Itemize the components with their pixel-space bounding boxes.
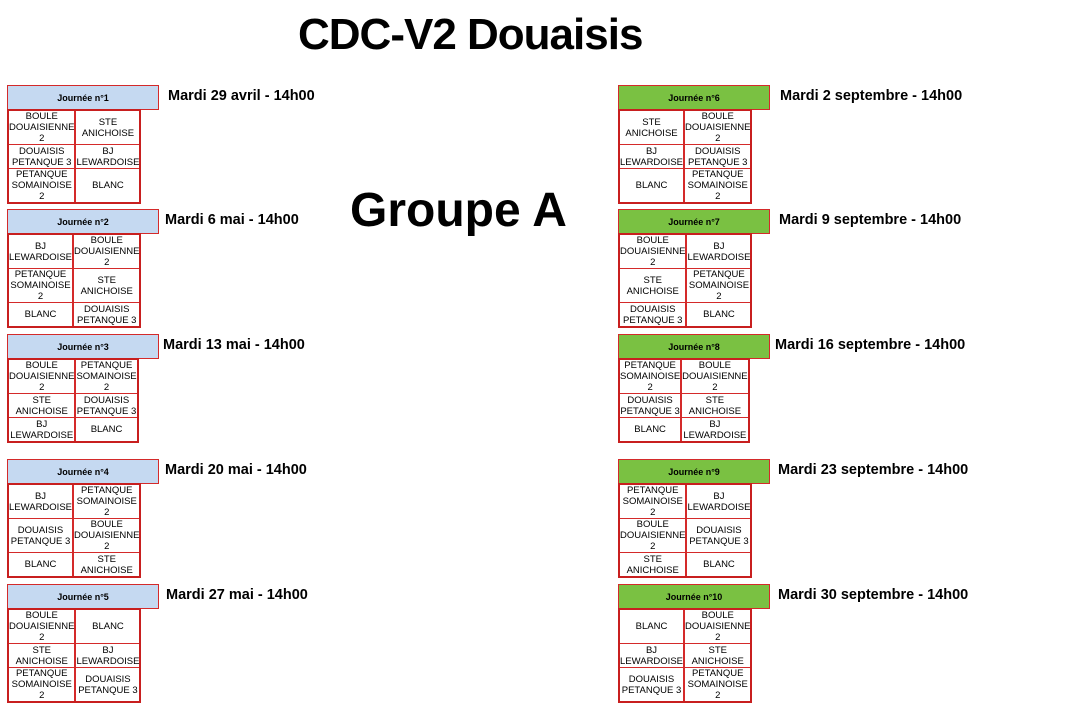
page-title: CDC-V2 Douaisis	[298, 10, 643, 59]
round-label: Journée n°4	[7, 459, 159, 484]
away-team: DOUAISIS PETANQUE 3	[76, 668, 141, 703]
away-team: STE ANICHOISE	[76, 110, 141, 145]
away-team: BLANC	[76, 609, 141, 644]
match-row	[619, 418, 749, 443]
match-row	[619, 234, 751, 269]
match-row	[8, 145, 140, 169]
round-label: Journée n°1	[7, 85, 159, 110]
away-team: BOULE DOUAISIENNE 2	[685, 111, 751, 144]
away-team: BJ LEWARDOISE	[687, 234, 752, 269]
away-team: PETANQUE SOMAINOISE 2	[685, 169, 752, 204]
round-date: Mardi 9 septembre - 14h00	[779, 212, 962, 228]
home-team: BLANC	[8, 303, 73, 328]
match-row	[619, 169, 751, 204]
away-team: STE ANICHOISE	[685, 644, 752, 668]
home-team: PETANQUE SOMAINOISE 2	[8, 169, 75, 204]
group-title: Groupe A	[350, 184, 567, 237]
match-row	[619, 484, 751, 519]
home-team: BLANC	[8, 553, 73, 578]
match-row	[8, 110, 140, 145]
home-team: BJ LEWARDOISE	[620, 644, 683, 667]
match-row	[619, 110, 751, 145]
round-date: Mardi 6 mai - 14h00	[165, 212, 299, 228]
away-team: BJ LEWARDOISE	[687, 484, 752, 519]
home-team: BLANC	[619, 609, 684, 644]
round-label: Journée n°9	[618, 459, 770, 484]
away-team: DOUAISIS PETANQUE 3	[685, 145, 752, 169]
home-team: STE ANICHOISE	[619, 110, 684, 145]
home-team: STE ANICHOISE	[8, 644, 75, 668]
home-team: BOULE DOUAISIENNE 2	[9, 360, 75, 393]
round-date: Mardi 29 avril - 14h00	[168, 88, 315, 104]
match-row	[8, 418, 138, 443]
away-team: BLANC	[76, 169, 141, 204]
home-team: DOUAISIS PETANQUE 3	[619, 668, 684, 703]
round-label: Journée n°10	[618, 584, 770, 609]
round-label: Journée n°6	[618, 85, 770, 110]
home-team: BJ LEWARDOISE	[8, 418, 75, 443]
away-team: DOUAISIS PETANQUE 3	[76, 394, 137, 417]
home-team: STE ANICHOISE	[619, 553, 686, 578]
home-team: BOULE DOUAISIENNE 2	[620, 235, 686, 268]
match-row	[619, 269, 751, 303]
round-label: Journée n°2	[7, 209, 159, 234]
home-team: PETANQUE SOMAINOISE 2	[8, 668, 75, 703]
home-team: PETANQUE SOMAINOISE 2	[8, 269, 73, 303]
home-team: STE ANICHOISE	[8, 394, 75, 418]
away-team: BJ LEWARDOISE	[76, 644, 140, 667]
match-row	[8, 303, 140, 328]
home-team: BJ LEWARDOISE	[8, 484, 73, 519]
away-team: BLANC	[76, 418, 138, 443]
matches-table	[7, 233, 141, 328]
away-team: BOULE DOUAISIENNE 2	[74, 235, 140, 268]
home-team: BOULE DOUAISIENNE 2	[9, 610, 75, 643]
away-team: STE ANICHOISE	[74, 269, 141, 303]
matches-table	[618, 109, 752, 204]
home-team: DOUAISIS PETANQUE 3	[620, 394, 680, 417]
away-team: PETANQUE SOMAINOISE 2	[687, 269, 752, 303]
round-date: Mardi 30 septembre - 14h00	[778, 587, 969, 603]
home-team: PETANQUE SOMAINOISE 2	[620, 360, 681, 393]
round-date: Mardi 20 mai - 14h00	[165, 462, 307, 478]
away-team: BOULE DOUAISIENNE 2	[685, 610, 751, 643]
round-date: Mardi 27 mai - 14h00	[166, 587, 308, 603]
away-team: BOULE DOUAISIENNE 2	[682, 360, 748, 393]
match-row	[8, 484, 140, 519]
home-team: DOUAISIS PETANQUE 3	[8, 519, 73, 553]
match-row	[8, 519, 140, 553]
home-team: BLANC	[619, 418, 681, 443]
home-team: PETANQUE SOMAINOISE 2	[619, 484, 686, 519]
match-row	[619, 519, 751, 553]
matches-table	[7, 483, 141, 578]
match-row	[8, 644, 140, 668]
match-row	[619, 553, 751, 578]
away-team: BJ LEWARDOISE	[682, 418, 749, 443]
match-row	[8, 553, 140, 578]
away-team: STE ANICHOISE	[74, 553, 141, 578]
match-row	[8, 668, 140, 703]
home-team: BOULE DOUAISIENNE 2	[9, 111, 75, 144]
match-row	[8, 234, 140, 269]
round-label: Journée n°5	[7, 584, 159, 609]
round-label: Journée n°3	[7, 334, 159, 359]
match-row	[619, 394, 749, 418]
round-date: Mardi 16 septembre - 14h00	[775, 337, 966, 353]
away-team: STE ANICHOISE	[682, 394, 749, 418]
home-team: BLANC	[619, 169, 684, 204]
round-label: Journée n°8	[618, 334, 770, 359]
away-team: DOUAISIS PETANQUE 3	[74, 303, 141, 328]
home-team: BJ LEWARDOISE	[620, 145, 683, 168]
round-date: Mardi 23 septembre - 14h00	[778, 462, 969, 478]
away-team: BOULE DOUAISIENNE 2	[74, 519, 140, 552]
round-date: Mardi 13 mai - 14h00	[163, 337, 305, 353]
home-team: DOUAISIS PETANQUE 3	[619, 303, 686, 328]
away-team: DOUAISIS PETANQUE 3	[687, 519, 752, 553]
match-row	[619, 644, 751, 668]
match-row	[619, 668, 751, 703]
match-row	[8, 269, 140, 303]
match-row	[619, 359, 749, 394]
matches-table	[7, 608, 141, 703]
away-team: BLANC	[687, 553, 752, 578]
away-team: PETANQUE SOMAINOISE 2	[74, 484, 141, 519]
match-row	[8, 169, 140, 204]
matches-table	[618, 358, 750, 443]
round-label: Journée n°7	[618, 209, 770, 234]
away-team: PETANQUE SOMAINOISE 2	[76, 360, 137, 393]
matches-table	[618, 608, 752, 703]
home-team: DOUAISIS PETANQUE 3	[8, 145, 75, 169]
matches-table	[618, 483, 752, 578]
match-row	[8, 394, 138, 418]
away-team: BJ LEWARDOISE	[76, 145, 140, 168]
matches-table	[7, 358, 139, 443]
round-date: Mardi 2 septembre - 14h00	[780, 88, 963, 104]
match-row	[619, 303, 751, 328]
home-team: BOULE DOUAISIENNE 2	[620, 519, 686, 552]
match-row	[8, 359, 138, 394]
match-row	[8, 609, 140, 644]
away-team: BLANC	[687, 303, 752, 328]
home-team: STE ANICHOISE	[619, 269, 686, 303]
match-row	[619, 609, 751, 644]
away-team: PETANQUE SOMAINOISE 2	[685, 668, 752, 703]
matches-table	[7, 109, 141, 204]
match-row	[619, 145, 751, 169]
matches-table	[618, 233, 752, 328]
home-team: BJ LEWARDOISE	[8, 234, 73, 269]
